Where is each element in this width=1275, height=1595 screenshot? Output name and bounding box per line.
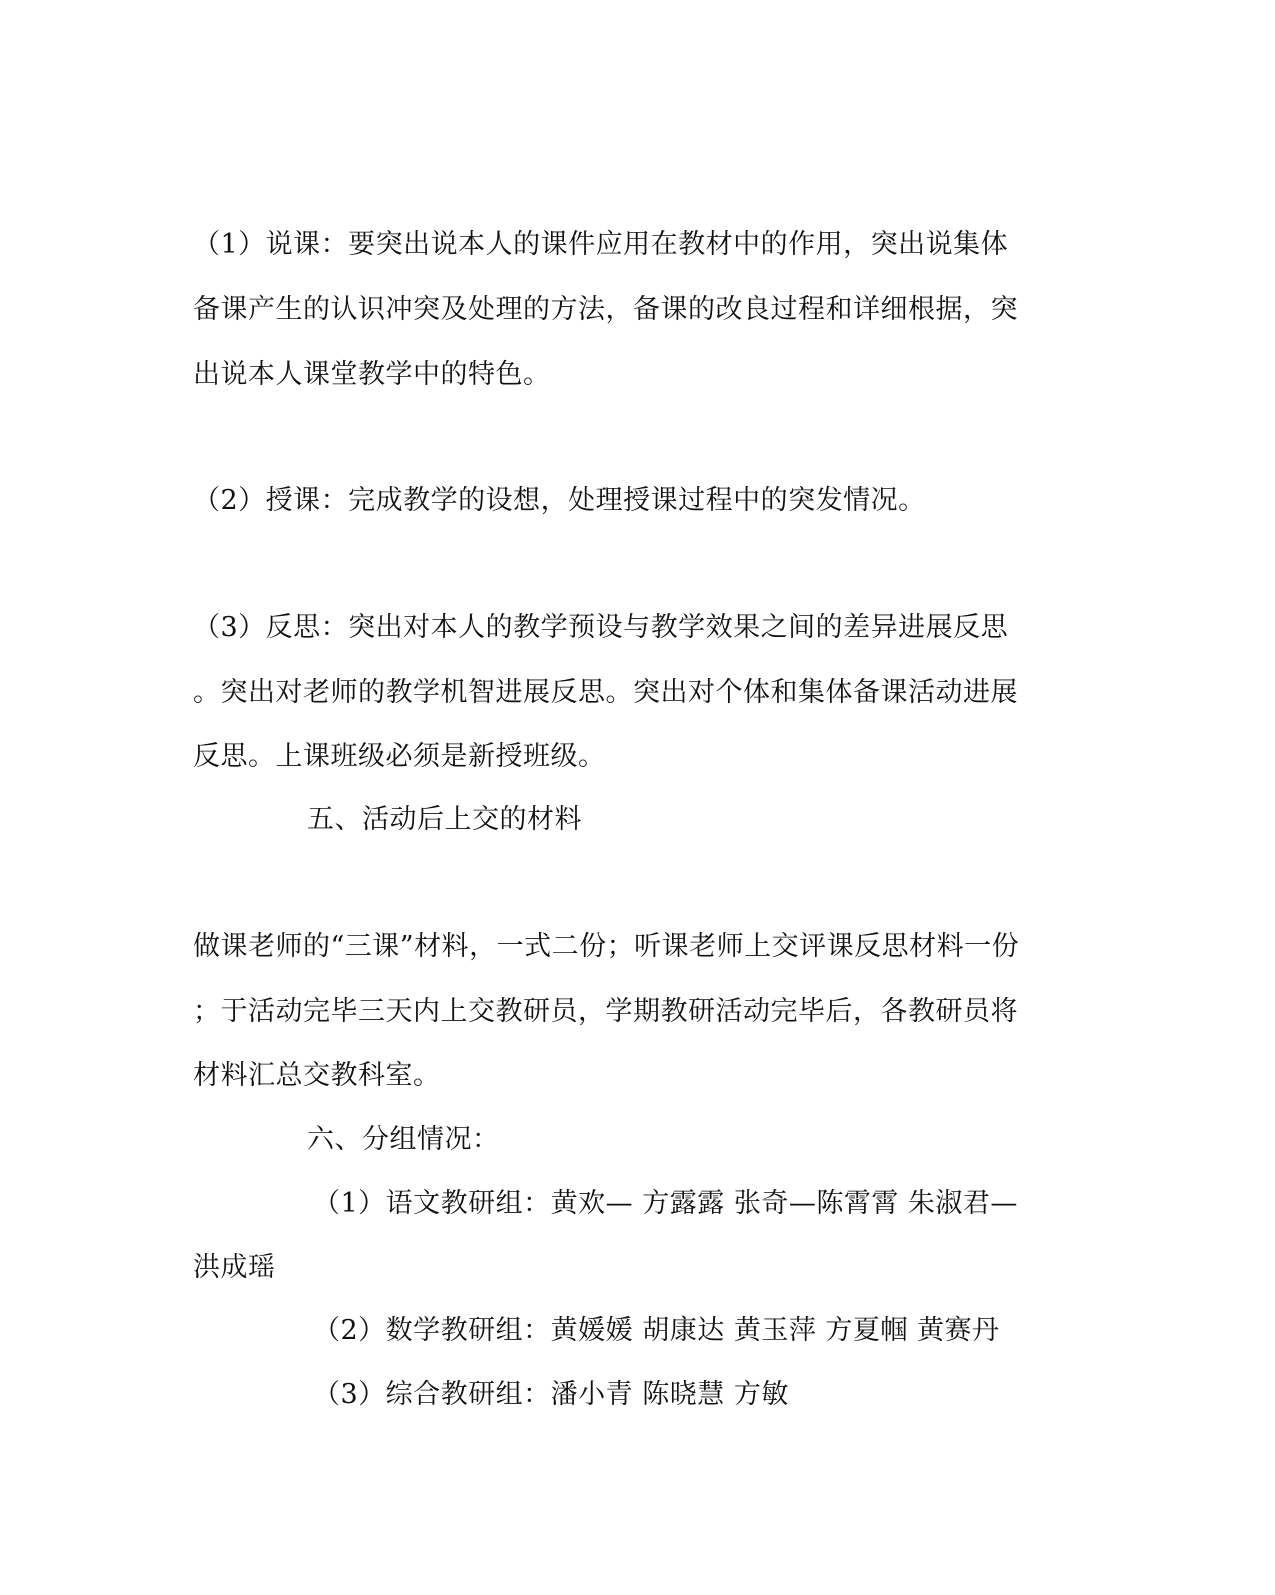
section-heading: 六、分组情况： <box>307 1124 500 1155</box>
group-line: 洪成瑶 <box>193 1252 276 1283</box>
paragraph-line: （1）说课：要突出说本人的课件应用在教材中的作用，突出说集体 <box>193 229 1009 260</box>
group-line: （2）数学教研组：黄媛媛 胡康达 黄玉萍 方夏帼 黄赛丹 <box>313 1315 1000 1346</box>
paragraph-line: 材料汇总交教科室。 <box>193 1060 441 1091</box>
section-heading: 五、活动后上交的材料 <box>307 804 582 835</box>
paragraph-line: ；于活动完毕三天内上交教研员，学期教研活动完毕后，各教研员将 <box>193 996 1018 1027</box>
paragraph-line: （3）反思：突出对本人的教学预设与教学效果之间的差异进展反思 <box>193 612 1009 643</box>
paragraph-line: 做课老师的“三课”材料，一式二份；听课老师上交评课反思材料一份 <box>193 931 1020 962</box>
group-line: （1）语文教研组：黄欢— 方露露 张奇—陈霄霄 朱淑君— <box>313 1188 1018 1219</box>
paragraph-line: 备课产生的认识冲突及处理的方法，备课的改良过程和详细根据，突 <box>193 294 1018 325</box>
paragraph-line: （2）授课：完成教学的设想，处理授课过程中的突发情况。 <box>193 485 926 516</box>
group-line: （3）综合教研组：潘小青 陈晓慧 方敏 <box>313 1379 789 1410</box>
paragraph-line: 。突出对老师的教学机智进展反思。突出对个体和集体备课活动进展 <box>193 677 1018 708</box>
paragraph-line: 反思。上课班级必须是新授班级。 <box>193 741 606 772</box>
paragraph-line: 出说本人课堂教学中的特色。 <box>193 359 551 390</box>
